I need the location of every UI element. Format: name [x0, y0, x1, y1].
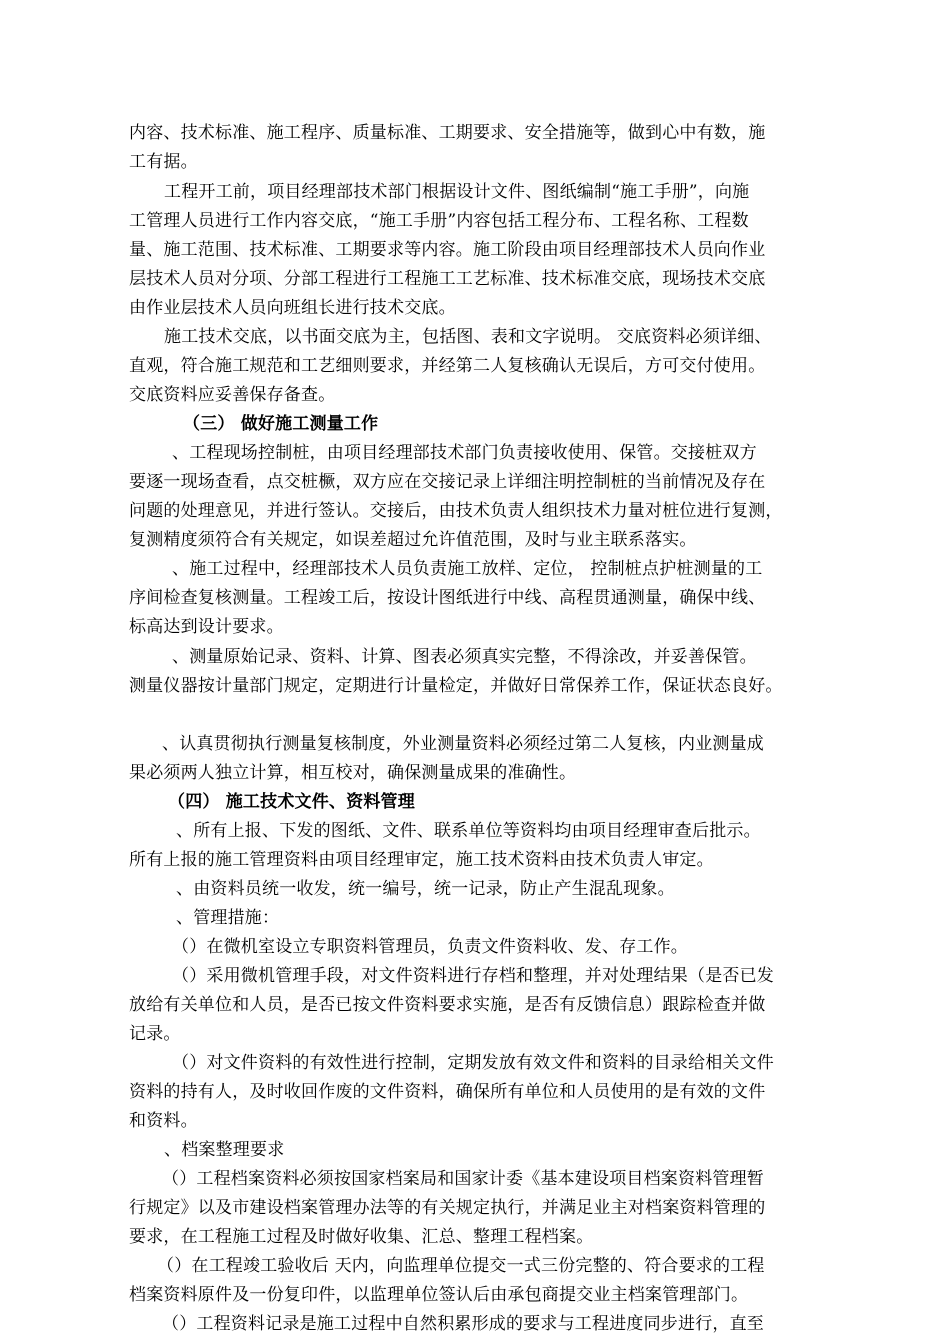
text-line: 复测精度须符合有关规定，如误差超过允许值范围，及时与业主联系落实。: [129, 530, 697, 550]
text-line: 、施工过程中，经理部技术人员负责施工放样、定位， 控制桩点护桩测量的工: [172, 559, 763, 579]
text-line: 施工技术交底，以书面交底为主，包括图、表和文字说明。 交底资料必须详细、: [164, 327, 772, 347]
text-line: 、认真贯彻执行测量复核制度，外业测量资料必须经过第二人复核，内业测量成: [162, 734, 764, 754]
text-line: 直观，符合施工规范和工艺细则要求，并经第二人复核确认无误后，方可交付使用。: [129, 356, 766, 376]
text-line: （）对文件资料的有效性进行控制，定期发放有效文件和资料的目录给相关文件: [172, 1053, 774, 1073]
text-line: （）工程资料记录是施工过程中自然积累形成的要求与工程进度同步进行，直至: [162, 1314, 764, 1334]
text-line: 测量仪器按计量部门规定，定期进行计量检定，并做好日常保养工作，保证状态良好。: [129, 676, 783, 696]
text-line: 、所有上报、下发的图纸、文件、联系单位等资料均由项目经理审查后批示。: [176, 821, 761, 841]
text-line: 要逐一现场查看，点交桩橛，双方应在交接记录上详细注明控制桩的当前情况及存在: [129, 472, 766, 492]
text-line: 所有上报的施工管理资料由项目经理审定，施工技术资料由技术负责人审定。: [129, 850, 714, 870]
text-line: 和资料。: [129, 1111, 198, 1131]
text-line: 资料的持有人，及时收回作废的文件资料，确保所有单位和人员使用的是有效的文件: [129, 1082, 766, 1102]
text-line: 档案资料原件及一份复印件，以监理单位签认后由承包商提交业主档案管理部门。: [129, 1285, 749, 1305]
text-line: 标高达到设计要求。: [129, 617, 284, 637]
text-line: （）采用微机管理手段，对文件资料进行存档和整理，并对处理结果（是否已发: [172, 966, 774, 986]
text-line: （）在微机室设立专职资料管理员，负责文件资料收、发、存工作。: [172, 937, 688, 957]
text-line: 要求，在工程施工过程及时做好收集、汇总、整理工程档案。: [129, 1227, 594, 1247]
section-heading: （三） 做好施工测量工作: [183, 414, 379, 434]
text-line: 行规定》以及市建设档案管理办法等的有关规定执行，并满足业主对档案资料管理的: [129, 1198, 766, 1218]
text-line: （）工程档案资料必须按国家档案局和国家计委《基本建设项目档案资料管理暂: [162, 1169, 764, 1189]
text-line: 工程开工前，项目经理部技术部门根据设计文件、图纸编制“施工手册”，向施: [164, 182, 750, 202]
text-line: 层技术人员对分项、分部工程进行工程施工工艺标准、技术标准交底，现场技术交底: [129, 269, 766, 289]
text-line: 量、施工范围、技术标准、工期要求等内容。施工阶段由项目经理部技术人员向作业: [129, 240, 766, 260]
text-line: 内容、技术标准、施工程序、质量标准、工期要求、安全措施等，做到心中有数，施: [129, 123, 766, 143]
text-line: 由作业层技术人员向班组长进行技术交底。: [129, 298, 456, 318]
text-line: 工管理人员进行工作内容交底，“施工手册”内容包括工程分布、工程名称、工程数: [129, 211, 749, 231]
text-line: （）在工程竣工验收后 天内，向监理单位提交一式三份完整的、符合要求的工程: [157, 1256, 765, 1276]
text-line: 、工程现场控制桩，由项目经理部技术部门负责接收使用、保管。交接桩双方: [172, 443, 757, 463]
text-line: 放给有关单位和人员，是否已按文件资料要求实施，是否有反馈信息）跟踪检查并做: [129, 995, 766, 1015]
text-line: 记录。: [129, 1024, 181, 1044]
text-line: 工有据。: [129, 152, 198, 172]
section-heading: （四） 施工技术文件、资料管理: [168, 792, 415, 812]
text-line: 、管理措施：: [176, 908, 280, 928]
text-line: 序间检查复核测量。工程竣工后，按设计图纸进行中线、高程贯通测量，确保中线、: [129, 588, 766, 608]
text-line: 、测量原始记录、资料、计算、图表必须真实完整，不得涂改，并妥善保管。: [172, 647, 757, 667]
text-line: 问题的处理意见，并进行签认。交接后，由技术负责人组织技术力量对桩位进行复测，: [129, 501, 783, 521]
text-line: 交底资料应妥善保存备查。: [129, 385, 336, 405]
text-line: 、档案整理要求: [164, 1140, 285, 1160]
text-line: 、由资料员统一收发，统一编号，统一记录，防止产生混乱现象。: [176, 879, 675, 899]
text-line: 果必须两人独立计算，相互校对，确保测量成果的准确性。: [129, 763, 577, 783]
